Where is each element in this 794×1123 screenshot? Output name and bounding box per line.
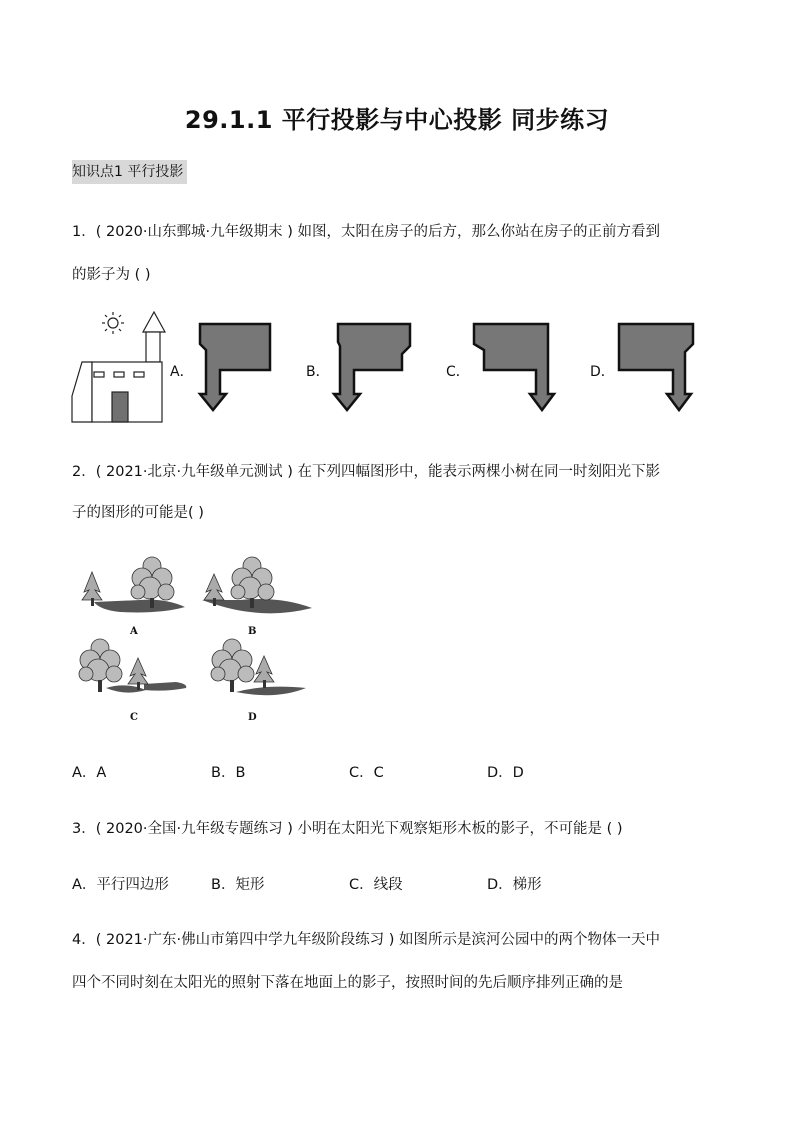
question-2-text: 2．( 2021·北京·九年级单元测试 ) 在下列四幅图形中，能表示两棵小树在同一时刻阳光下影: [72, 464, 660, 480]
question-2-text-cont: 子的图形的可能是( ): [72, 505, 204, 521]
tree-figure-b: [200, 552, 315, 622]
tree-figure-c: [76, 634, 191, 704]
tree-figure-d-label: D: [248, 712, 257, 723]
shadow-shape-c: [472, 322, 552, 414]
page-title: 29.1.1 平行投影与中心投影 同步练习: [184, 106, 610, 134]
q3-option-b: B．矩形: [211, 877, 265, 893]
q2-option-d: D．D: [487, 765, 524, 781]
q3-option-c: C．线段: [349, 877, 403, 893]
question-4-text-cont: 四个不同时刻在太阳光的照射下落在地面上的影子，按照时间的先后顺序排列正确的是: [72, 975, 623, 991]
question-1-text-cont: 的影子为 ( ): [72, 267, 151, 283]
q2-option-b: B．B: [211, 765, 246, 781]
q2-option-c: C．C: [349, 765, 384, 781]
q1-option-c-label: C．: [446, 364, 470, 380]
house-figure: [70, 310, 170, 420]
sun-icon: [102, 312, 124, 334]
q1-option-b-label: B．: [306, 364, 330, 380]
q2-option-a: A．A: [72, 765, 107, 781]
tree-figure-c-label: C: [130, 712, 138, 723]
tree-figure-b-label: B: [248, 626, 257, 637]
q1-option-a-label: A．: [170, 364, 194, 380]
section-label: 知识点1 平行投影: [72, 160, 187, 184]
q3-option-a: A．平行四边形: [72, 877, 169, 893]
shadow-shape-d: [617, 322, 697, 414]
question-1-text: 1．( 2020·山东鄄城·九年级期末 ) 如图，太阳在房子的后方，那么你站在房子的正前方看到: [72, 224, 660, 240]
shadow-shape-b: [332, 322, 412, 414]
tree-figure-a-label: A: [130, 626, 138, 637]
q3-option-d: D．梯形: [487, 877, 542, 893]
tree-figure-d: [206, 634, 321, 704]
tree-figure-a: [80, 552, 195, 622]
question-3-text: 3．( 2020·全国·九年级专题练习 ) 小明在太阳光下观察矩形木板的影子，不可能是 ( ): [72, 821, 623, 837]
question-4-text: 4．( 2021·广东·佛山市第四中学九年级阶段练习 ) 如图所示是滨河公园中的两个物体一天中: [72, 932, 660, 948]
q1-option-d-label: D．: [590, 364, 615, 380]
shadow-shape-a: [196, 322, 276, 414]
